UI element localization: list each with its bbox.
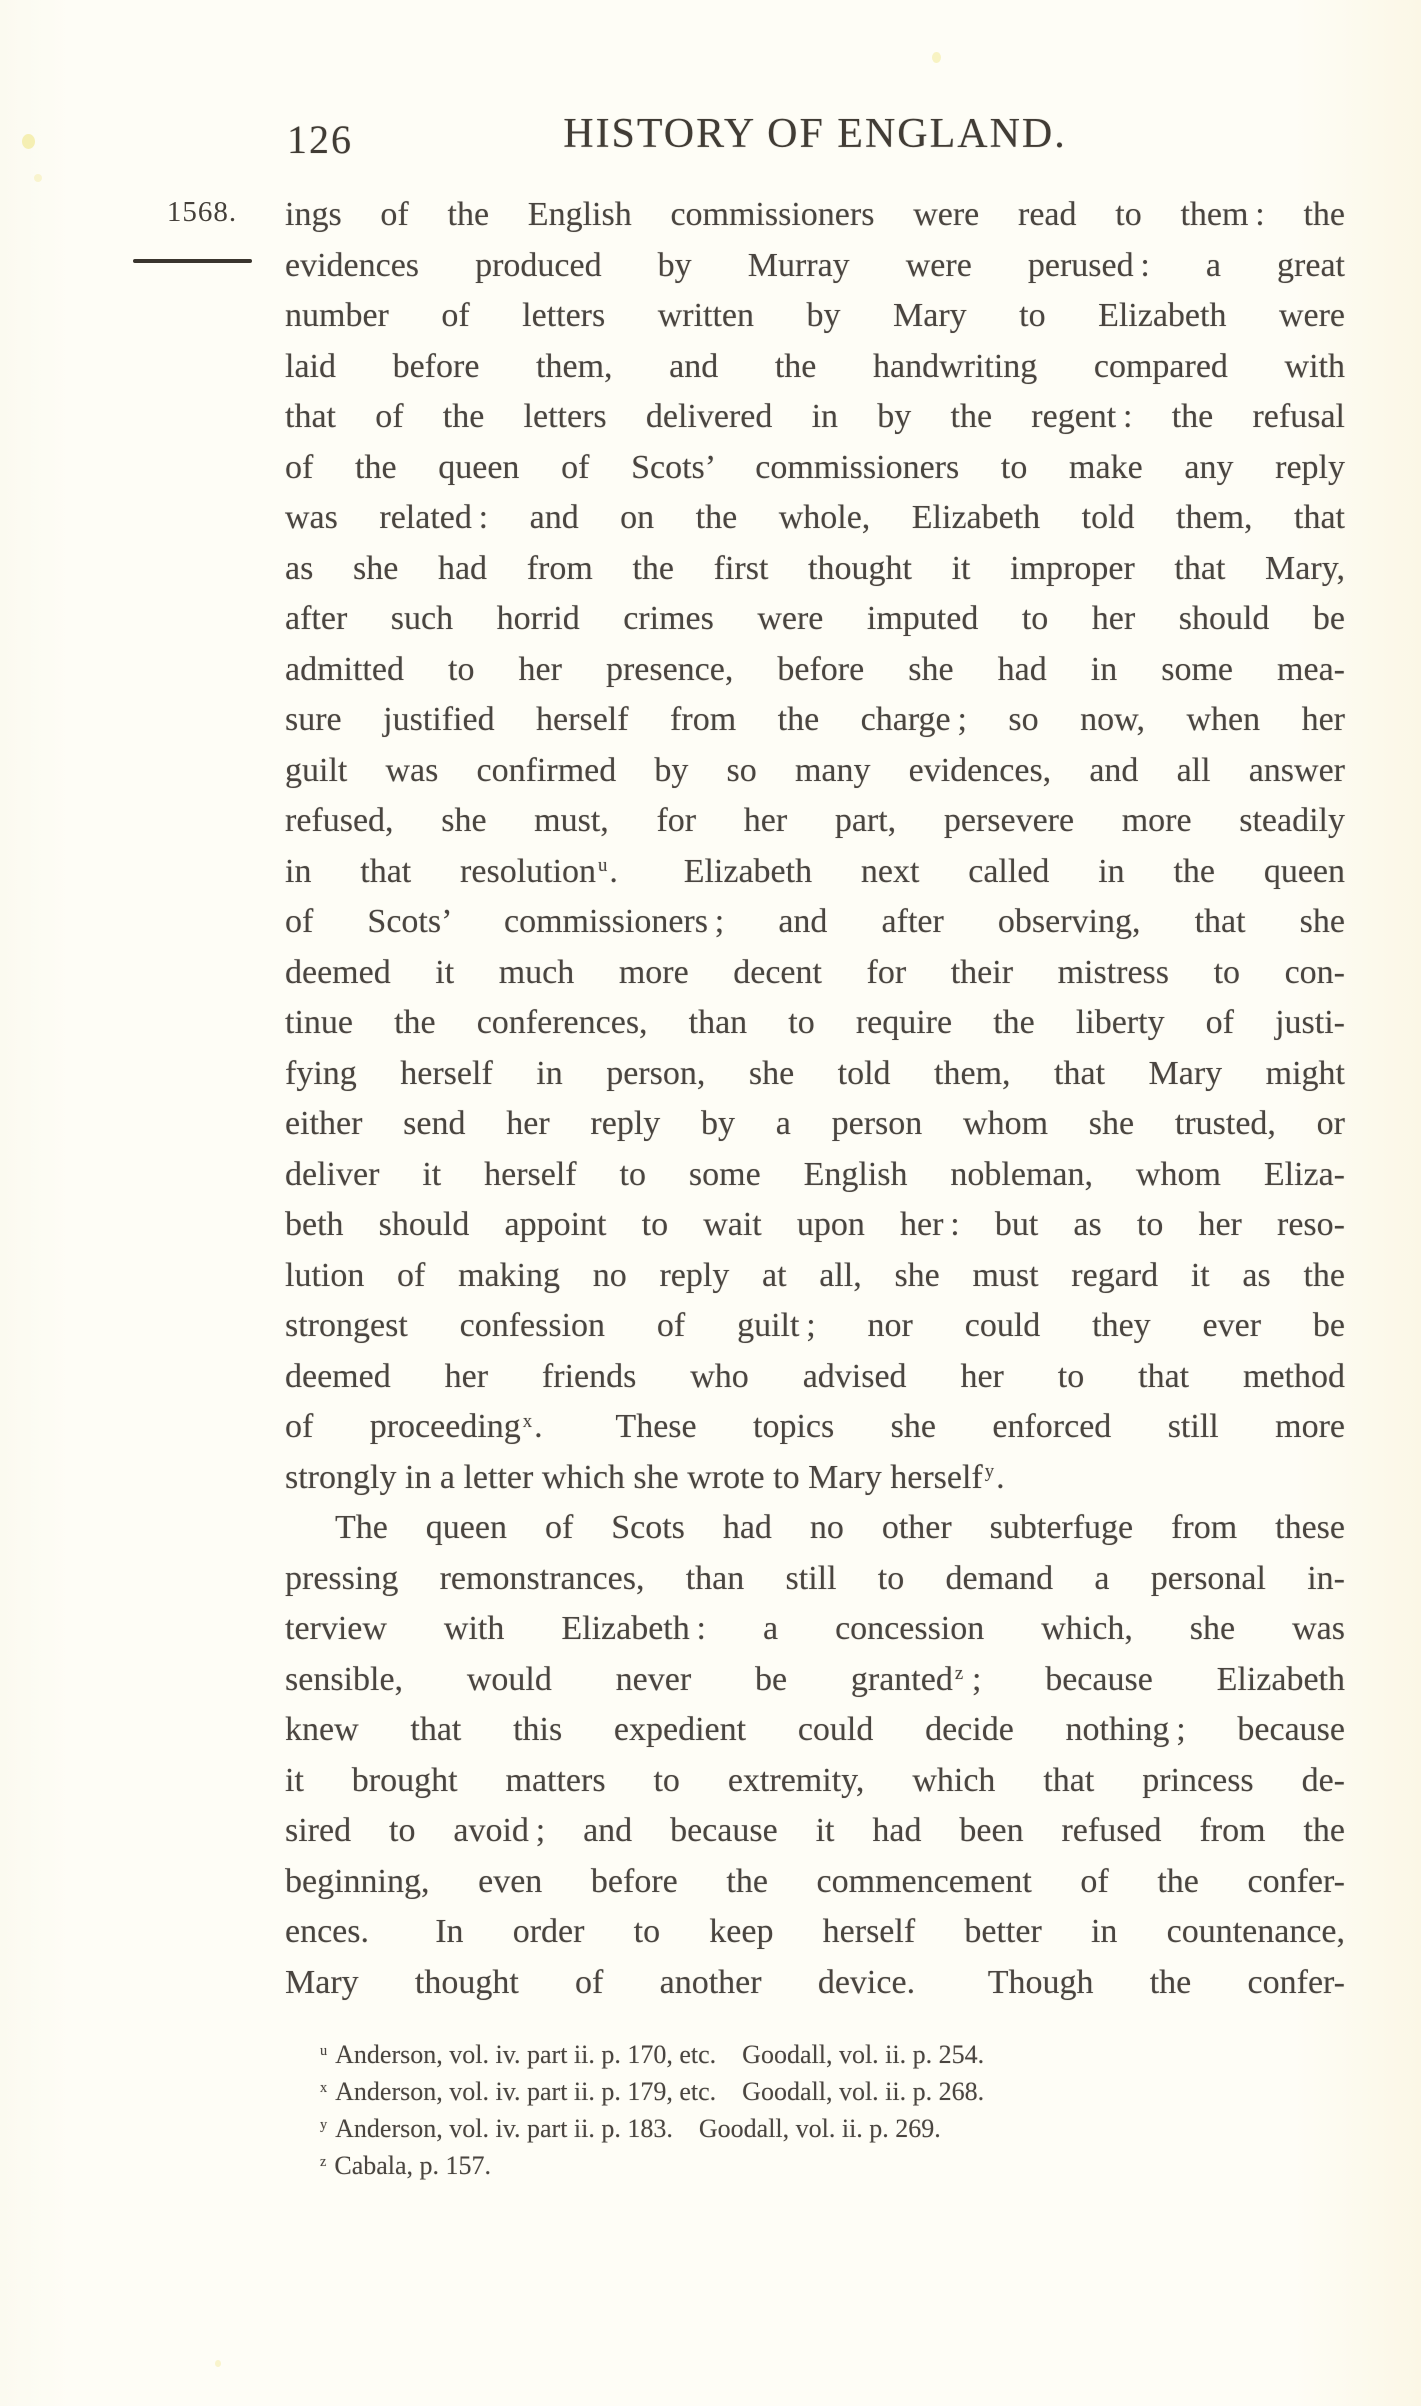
text-line: beth should appoint to wait upon her : but as to her reso- [285,1206,1345,1243]
footnote-reference: x [522,1410,533,1432]
text-line: it brought matters to extremity, which that princess de- [285,1761,1345,1799]
text-line: of proceeding $^x$. These topics she enforced still more [285,1408,1345,1445]
text-line: that of the letters delivered in by the regent : the refusal [285,398,1345,435]
text-line: terview with Elizabeth : a concession which, she was [285,1610,1345,1647]
text-line: guilt was confirmed by so many evidences, and all answer [285,751,1345,789]
paper-speck [34,174,42,182]
text-line: after such horrid crimes were imputed to her should be [285,600,1345,637]
footnotes [320,2036,1330,2184]
footnote-line: $^u$ Anderson, vol. iv. part ii. p. 170, etc. Goodall, vol. ii. p. 254. [320,2040,985,2069]
text-line: as she had from the first thought it improper that Mary, [285,549,1345,587]
text-line: beginning, even before the commencement of the confer- [285,1862,1345,1900]
text-line: lution of making no reply at all, she must regard it as the [285,1256,1345,1294]
text-line: The queen of Scots had no other subterfuge from these [335,1509,1345,1546]
text-line: laid before them, and the handwriting compared with [285,347,1345,385]
text-line: fying herself in person, she told them, that Mary might [285,1054,1345,1092]
footnote-reference: y [984,1461,995,1483]
footnote-mark: u [320,2043,328,2060]
text-line: deemed it much more decent for their mistress to con- [285,953,1345,991]
text-line: admitted to her presence, before she had in some mea- [285,650,1345,688]
running-title: HISTORY OF ENGLAND. [563,111,1067,157]
text-line: of Scots’ commissioners ; and after observing, that she [285,903,1345,940]
text-line: ings of the English commissioners were read to them : the [285,196,1345,233]
margin-year: 1568. [166,196,238,228]
footnote-line: $^y$ Anderson, vol. iv. part ii. p. 183. Goodall, vol. ii. p. 269. [320,2114,941,2143]
text-line: was related : and on the whole, Elizabeth told them, that [285,499,1345,536]
footnote-line: $^x$ Anderson, vol. iv. part ii. p. 179, etc. Goodall, vol. ii. p. 268. [320,2077,985,2106]
text-line: sure justified herself from the charge ; so now, when her [285,701,1345,738]
margin-rule [133,259,252,263]
footnote-reference: u [598,855,608,877]
paper-speck [215,2360,221,2367]
text-line: tinue the conferences, than to require the liberty of justi- [285,1004,1345,1041]
body-text [285,190,1345,2008]
paper-speck [22,134,35,149]
footnote-reference: z [954,1663,964,1685]
footnote-mark: x [320,2080,328,2097]
footnote-mark: z [320,2154,327,2171]
text-line: number of letters written by Mary to Elizabeth were [285,297,1345,334]
text-line: knew that this expedient could decide nothing ; because [285,1711,1345,1748]
text-line: strongly in a letter which she wrote to Mary herself $^y$. [285,1458,1005,1496]
page-header [285,110,1345,170]
text-line: sired to avoid ; and because it had been refused from the [285,1812,1345,1849]
text-line: sensible, would never be granted $^z$ ; because Elizabeth [285,1660,1345,1698]
footnote-mark: y [320,2117,328,2134]
text-line: evidences produced by Murray were perused : a great [285,246,1345,284]
text-line: deliver it herself to some English nobleman, whom Eliza- [285,1155,1345,1193]
text-line: Mary thought of another device. Though the confer- [285,1963,1345,2001]
text-line: ences. In order to keep herself better in countenance, [285,1913,1345,1950]
text-line: pressing remonstrances, than still to demand a personal in- [285,1559,1345,1597]
text-line: strongest confession of guilt ; nor could they ever be [285,1307,1345,1344]
text-line: either send her reply by a person whom she trusted, or [285,1105,1345,1142]
text-line: of the queen of Scots’ commissioners to make any reply [285,448,1345,486]
footnote-line: $^z$ Cabala, p. 157. [320,2151,492,2180]
paper-speck [932,52,941,63]
text-line: refused, she must, for her part, persevere more steadily [285,802,1345,839]
text-line: deemed her friends who advised her to that method [285,1357,1345,1395]
text-line: in that resolution $^u$. Elizabeth next called in the queen [285,852,1346,890]
page-number: 126 [287,117,353,162]
